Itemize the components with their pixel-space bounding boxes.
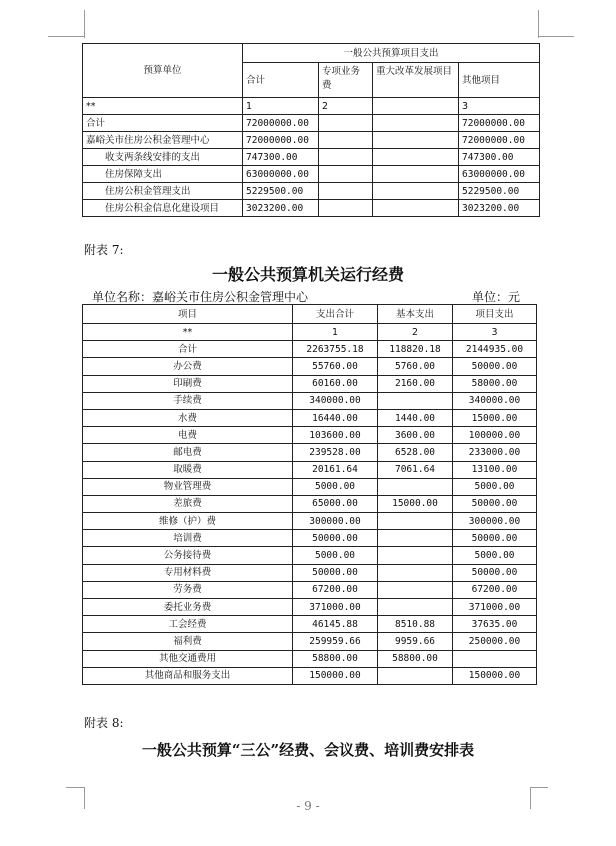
- table-row: [83, 375, 537, 392]
- row-basic: 2160.00: [378, 375, 453, 392]
- page-number: - 9 -: [296, 799, 320, 813]
- row-project: 300000.00: [453, 513, 537, 530]
- crop-mark-top-right-h: [538, 36, 574, 38]
- row-total: 103600.00: [293, 427, 378, 444]
- row-special: [319, 200, 373, 217]
- row-other: 747300.00: [459, 149, 540, 166]
- row-name: 合计: [83, 115, 243, 132]
- row-name: 住房公积金管理支出: [83, 183, 243, 200]
- row-name: 公务接待费: [83, 547, 293, 564]
- sub-header-reform: 重大改革发展项目: [373, 63, 459, 98]
- row-total: 5000.00: [293, 547, 378, 564]
- row-basic: 118820.18: [378, 341, 453, 358]
- table-row: [83, 564, 537, 581]
- table-row: [83, 513, 537, 530]
- row-project: 5000.00: [453, 547, 537, 564]
- row-total: 371000.00: [293, 599, 378, 616]
- row-other: 72000000.00: [459, 132, 540, 149]
- row-project: 50000.00: [453, 530, 537, 547]
- row-basic: 1440.00: [378, 409, 453, 426]
- row-project: 100000.00: [453, 427, 537, 444]
- row-name: 手续费: [83, 392, 293, 409]
- row-basic: [378, 599, 453, 616]
- unit-label: 单位：元: [472, 290, 521, 304]
- table-row: [83, 444, 537, 461]
- row-name: 其他商品和服务支出: [83, 667, 293, 684]
- row-reform: [373, 183, 459, 200]
- appendix-7-label: 附表 7:: [84, 243, 124, 257]
- row-name: 嘉峪关市住房公积金管理中心: [83, 132, 243, 149]
- row-project: 340000.00: [453, 392, 537, 409]
- row-total: 20161.64: [293, 461, 378, 478]
- row-name: 专用材料费: [83, 564, 293, 581]
- index-cell: 2: [319, 98, 373, 115]
- index-cell: 3: [459, 98, 540, 115]
- row-basic: [378, 513, 453, 530]
- row-total: 50000.00: [293, 530, 378, 547]
- row-project: 2144935.00: [453, 341, 537, 358]
- row-basic: 15000.00: [378, 495, 453, 512]
- row-name: 合计: [83, 341, 293, 358]
- crop-mark-top-right: [538, 10, 540, 38]
- row-project: 50000.00: [453, 358, 537, 375]
- row-project: 15000.00: [453, 409, 537, 426]
- row-name: 物业管理费: [83, 478, 293, 495]
- row-name: 委托业务费: [83, 599, 293, 616]
- index-cell: 1: [293, 324, 378, 341]
- row-basic: 3600.00: [378, 427, 453, 444]
- index-cell: 3: [453, 324, 537, 341]
- table-row: [83, 650, 537, 667]
- row-project: 250000.00: [453, 633, 537, 650]
- row-project: 58000.00: [453, 375, 537, 392]
- index-cell: 1: [243, 98, 319, 115]
- row-basic: 8510.88: [378, 616, 453, 633]
- index-cell: **: [83, 324, 293, 341]
- row-name: 差旅费: [83, 495, 293, 512]
- row-total: 72000000.00: [243, 115, 319, 132]
- project-expenditure-table: [82, 43, 540, 217]
- row-name: 电费: [83, 427, 293, 444]
- row-other: 63000000.00: [459, 166, 540, 183]
- index-row: [83, 98, 540, 115]
- row-name: 取暖费: [83, 461, 293, 478]
- row-total: 55760.00: [293, 358, 378, 375]
- row-basic: [378, 667, 453, 684]
- row-reform: [373, 149, 459, 166]
- row-other: 5229500.00: [459, 183, 540, 200]
- index-row: [83, 324, 537, 341]
- row-project: [453, 650, 537, 667]
- row-name: 邮电费: [83, 444, 293, 461]
- table-row: [83, 461, 537, 478]
- row-project: 150000.00: [453, 667, 537, 684]
- sub-header-special: 专项业务费: [319, 63, 373, 98]
- row-total: 72000000.00: [243, 132, 319, 149]
- row-basic: 9959.66: [378, 633, 453, 650]
- row-name: 收支两条线安排的支出: [83, 149, 243, 166]
- row-total: 2263755.18: [293, 341, 378, 358]
- row-name: 工会经费: [83, 616, 293, 633]
- index-cell: **: [83, 98, 243, 115]
- row-total: 16440.00: [293, 409, 378, 426]
- row-total: 65000.00: [293, 495, 378, 512]
- row-total: 239528.00: [293, 444, 378, 461]
- header-row: [83, 305, 537, 324]
- table-row: [83, 149, 540, 166]
- row-total: 340000.00: [293, 392, 378, 409]
- row-name: 住房公积金信息化建设项目: [83, 200, 243, 217]
- row-total: 5000.00: [293, 478, 378, 495]
- sub-header-other: 其他项目: [459, 63, 540, 98]
- row-project: 371000.00: [453, 599, 537, 616]
- row-reform: [373, 115, 459, 132]
- row-other: 72000000.00: [459, 115, 540, 132]
- row-basic: 58800.00: [378, 650, 453, 667]
- row-reform: [373, 200, 459, 217]
- row-project: 67200.00: [453, 581, 537, 598]
- row-project: 50000.00: [453, 564, 537, 581]
- row-basic: 6528.00: [378, 444, 453, 461]
- crop-mark-top-left: [72, 10, 85, 38]
- row-total: 60160.00: [293, 375, 378, 392]
- row-name: 培训费: [83, 530, 293, 547]
- row-name: 福利费: [83, 633, 293, 650]
- index-cell: [373, 98, 459, 115]
- row-basic: [378, 581, 453, 598]
- index-cell: 2: [378, 324, 453, 341]
- row-name: 印刷费: [83, 375, 293, 392]
- row-basic: [378, 530, 453, 547]
- budget-unit-header: 预算单位: [83, 44, 243, 98]
- row-basic: [378, 564, 453, 581]
- table-row: [83, 358, 537, 375]
- row-total: 46145.88: [293, 616, 378, 633]
- table-row: [83, 633, 537, 650]
- header-item: 项目: [83, 305, 293, 324]
- row-basic: 5760.00: [378, 358, 453, 375]
- row-special: [319, 132, 373, 149]
- row-total: 747300.00: [243, 149, 319, 166]
- table-row: [83, 392, 537, 409]
- row-total: 259959.66: [293, 633, 378, 650]
- table-row: [83, 581, 537, 598]
- row-project: 5000.00: [453, 478, 537, 495]
- header-total: 支出合计: [293, 305, 378, 324]
- row-project: 13100.00: [453, 461, 537, 478]
- row-total: 58800.00: [293, 650, 378, 667]
- table-row: [83, 495, 537, 512]
- row-reform: [373, 132, 459, 149]
- row-other: 3023200.00: [459, 200, 540, 217]
- row-total: 150000.00: [293, 667, 378, 684]
- table-row: [83, 115, 540, 132]
- appendix-8-label: 附表 8:: [84, 716, 124, 730]
- row-name: 办公费: [83, 358, 293, 375]
- row-total: 63000000.00: [243, 166, 319, 183]
- row-reform: [373, 166, 459, 183]
- row-basic: 7061.64: [378, 461, 453, 478]
- table-row: [83, 478, 537, 495]
- crop-mark-bottom-right: [530, 787, 548, 789]
- table-row: [83, 667, 537, 684]
- crop-mark-top-left-h: [48, 36, 84, 38]
- row-project: 233000.00: [453, 444, 537, 461]
- table-row: [83, 547, 537, 564]
- row-special: [319, 149, 373, 166]
- row-name: 其他交通费用: [83, 650, 293, 667]
- row-total: 3023200.00: [243, 200, 319, 217]
- table-row: [83, 427, 537, 444]
- unit-name: 单位名称：嘉峪关市住房公积金管理中心: [92, 290, 309, 304]
- table-row: [83, 200, 540, 217]
- row-total: 300000.00: [293, 513, 378, 530]
- table-row: [83, 132, 540, 149]
- row-name: 水费: [83, 409, 293, 426]
- table-row: [83, 599, 537, 616]
- table-row: [83, 616, 537, 633]
- table-row: [83, 530, 537, 547]
- appendix-8-title: 一般公共预算“三公”经费、会议费、培训费安排表: [141, 741, 475, 759]
- operating-expense-table: [82, 304, 537, 685]
- row-name: 劳务费: [83, 581, 293, 598]
- group-header: 一般公共预算项目支出: [243, 44, 540, 63]
- row-project: 37635.00: [453, 616, 537, 633]
- row-name: 住房保障支出: [83, 166, 243, 183]
- table-row: [83, 166, 540, 183]
- row-basic: [378, 547, 453, 564]
- row-special: [319, 183, 373, 200]
- row-basic: [378, 478, 453, 495]
- row-basic: [378, 392, 453, 409]
- header-basic: 基本支出: [378, 305, 453, 324]
- row-special: [319, 115, 373, 132]
- table-row: [83, 409, 537, 426]
- sub-header-total: 合计: [243, 63, 319, 98]
- header-project: 项目支出: [453, 305, 537, 324]
- row-total: 50000.00: [293, 564, 378, 581]
- row-total: 67200.00: [293, 581, 378, 598]
- crop-mark-bottom-left: [66, 787, 84, 789]
- table-row: [83, 341, 537, 358]
- row-total: 5229500.00: [243, 183, 319, 200]
- table-row: [83, 183, 540, 200]
- row-special: [319, 166, 373, 183]
- appendix-7-title: 一般公共预算机关运行经费: [211, 265, 404, 284]
- row-name: 维修（护）费: [83, 513, 293, 530]
- row-project: 50000.00: [453, 495, 537, 512]
